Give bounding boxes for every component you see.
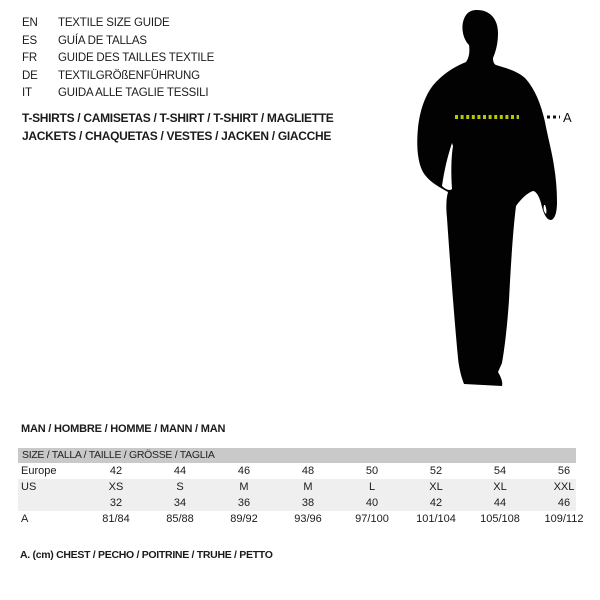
size-cell: 44 xyxy=(493,497,507,509)
language-code: ES xyxy=(22,34,37,47)
category-tshirts: T-SHIRTS / CAMISETAS / T-SHIRT / T-SHIRT / MAGLIETTE xyxy=(22,111,334,125)
size-cell: XS xyxy=(108,481,124,493)
row-label: A xyxy=(21,513,29,525)
row-label: US xyxy=(21,481,37,493)
size-cell: 109/112 xyxy=(544,513,584,525)
size-cell: 34 xyxy=(173,497,187,509)
language-row-en xyxy=(22,15,214,33)
section-title-man: MAN / HOMBRE / HOMME / MANN / MAN xyxy=(21,423,226,435)
size-cell: 85/88 xyxy=(166,513,194,525)
row-label: Europe xyxy=(21,465,57,477)
size-cell: 44 xyxy=(173,465,187,477)
size-cell: L xyxy=(368,481,376,493)
size-cell: 40 xyxy=(365,497,379,509)
size-cell: 42 xyxy=(429,497,443,509)
row-label xyxy=(18,495,84,511)
size-cell: M xyxy=(239,481,249,493)
size-cell: 42 xyxy=(109,465,123,477)
chest-footnote: A. (cm) CHEST / PECHO / POITRINE / TRUHE / PETTO xyxy=(20,549,273,561)
language-label: TEXTILGRÖßENFÜHRUNG xyxy=(58,69,200,82)
language-code: FR xyxy=(22,52,37,64)
size-cell: 97/100 xyxy=(355,513,389,525)
size-cell: XL xyxy=(493,481,507,493)
size-cell: 48 xyxy=(301,465,315,477)
size-cell: 105/108 xyxy=(480,513,520,525)
garment-categories xyxy=(22,109,334,145)
size-cell: 38 xyxy=(301,497,315,509)
size-cell: 32 xyxy=(109,497,123,509)
man-silhouette xyxy=(417,10,557,386)
size-table xyxy=(18,448,596,527)
size-cell: 101/104 xyxy=(416,513,456,525)
language-row-fr xyxy=(22,50,214,68)
language-label: TEXTILE SIZE GUIDE xyxy=(58,17,170,29)
size-cell: S xyxy=(176,481,184,493)
size-cell: 81/84 xyxy=(102,513,130,525)
size-cell: 56 xyxy=(557,465,571,477)
size-cell: XXL xyxy=(553,481,575,493)
language-list xyxy=(22,15,214,103)
size-cell: 89/92 xyxy=(230,513,258,525)
size-cell: XL xyxy=(429,481,443,493)
table-row-chest-a xyxy=(18,511,596,527)
measurement-figure xyxy=(400,0,600,400)
size-cell: 50 xyxy=(365,465,379,477)
language-row-de xyxy=(22,68,214,86)
language-row-it xyxy=(22,85,214,103)
measure-label-a: A xyxy=(563,110,572,125)
table-row-europe xyxy=(18,463,596,479)
size-cell: M xyxy=(303,481,313,493)
size-cell: 93/96 xyxy=(294,513,322,525)
language-code: DE xyxy=(22,69,38,82)
size-cell: 52 xyxy=(429,465,443,477)
size-cell: 36 xyxy=(237,497,251,509)
size-cell: 46 xyxy=(237,465,251,477)
language-row-es xyxy=(22,33,214,51)
size-cell: 54 xyxy=(493,465,507,477)
language-label: GUIDE DES TAILLES TEXTILE xyxy=(58,52,215,64)
table-row-uk xyxy=(18,495,596,511)
language-label: GUIDA ALLE TAGLIE TESSILI xyxy=(58,87,209,99)
size-table-header: SIZE / TALLA / TAILLE / GRÖSSE / TAGLIA xyxy=(18,448,576,463)
language-code: IT xyxy=(22,87,32,99)
size-cell: 46 xyxy=(557,497,571,509)
category-jackets: JACKETS / CHAQUETAS / VESTES / JACKEN / GIACCHE xyxy=(22,129,332,143)
language-code: EN xyxy=(22,17,38,29)
language-label: GUÍA DE TALLAS xyxy=(58,34,147,47)
table-row-us xyxy=(18,479,596,495)
